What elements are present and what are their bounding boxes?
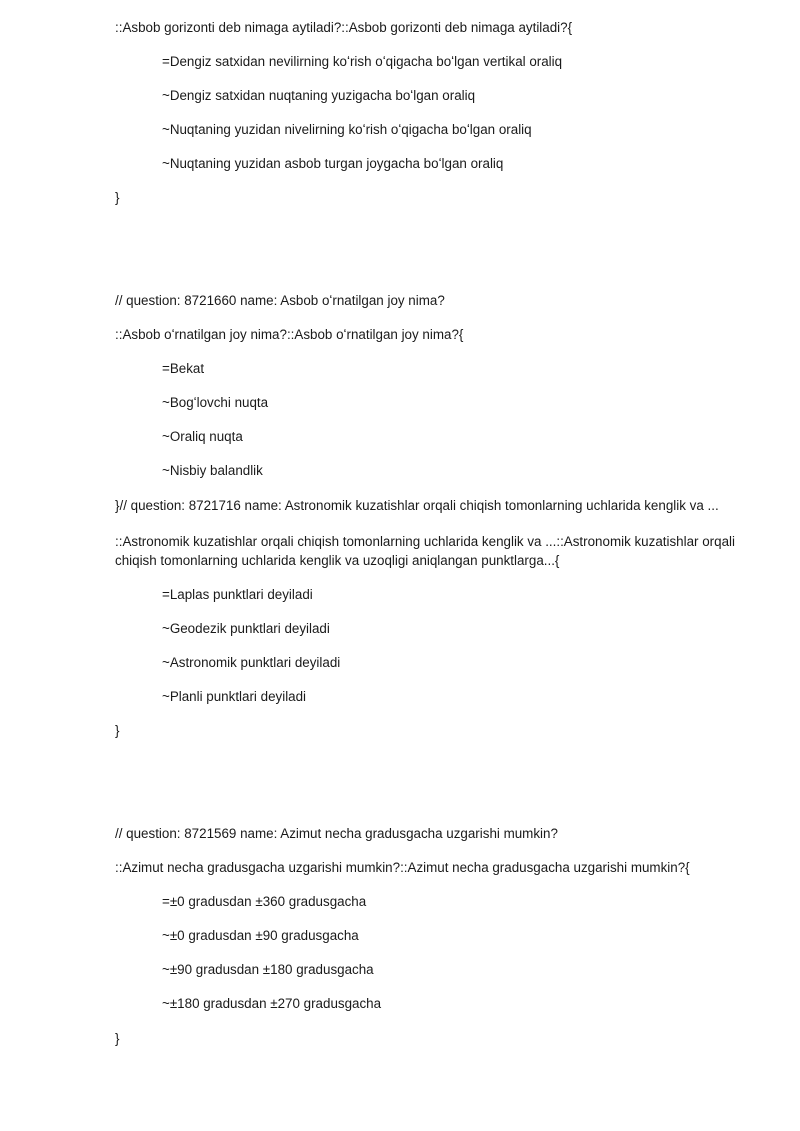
question-text: ::Asbob oʻrnatilgan joy nima?::Asbob oʻrnatilgan joy nima?{ xyxy=(115,327,464,342)
answer-correct: =Bekat xyxy=(162,361,205,376)
question-header-comment: // question: 8721660 name: Asbob oʻrnatilgan joy nima? xyxy=(115,293,445,308)
answer-option: ~±90 gradusdan ±180 gradusgacha xyxy=(162,962,374,977)
closing-brace: } xyxy=(115,1031,120,1046)
answer-correct: =Laplas punktlari deyiladi xyxy=(162,587,313,602)
question-header-comment: // question: 8721569 name: Azimut necha gradusgacha uzgarishi mumkin? xyxy=(115,826,558,841)
answer-correct: =Dengiz satxidan nevilirning koʻrish oʻqigacha boʻlgan vertikal oraliq xyxy=(162,54,563,69)
question-text: ::Astronomik kuzatishlar orqali chiqish tomonlarning uchlarida kenglik va ...::Astronomik kuzatishlar orqali chiqish tomonlarning uchlarida kenglik va uzoqligi aniqlangan punktlarga...{ xyxy=(115,534,735,568)
answer-option: ~Nuqtaning yuzidan nivelirning koʻrish oʻqigacha boʻlgan oraliq xyxy=(162,122,532,137)
answer-option: ~Astronomik punktlari deyiladi xyxy=(162,655,341,670)
answer-option: ~Nisbiy balandlik xyxy=(162,463,263,478)
answer-option: ~±0 gradusdan ±90 gradusgacha xyxy=(162,928,359,943)
closing-brace: } xyxy=(115,723,120,738)
answer-option: ~Nuqtaning yuzidan asbob turgan joygacha boʻlgan oraliq xyxy=(162,156,504,171)
answer-option: ~±180 gradusdan ±270 gradusgacha xyxy=(162,996,382,1011)
question-text: ::Asbob gorizonti deb nimaga aytiladi?::Asbob gorizonti deb nimaga aytiladi?{ xyxy=(115,20,573,35)
answer-option: ~Oraliq nuqta xyxy=(162,429,243,444)
answer-option: ~Bogʻlovchi nuqta xyxy=(162,395,269,410)
answer-option: ~Planli punktlari deyiladi xyxy=(162,689,307,704)
closing-brace-with-header: }// question: 8721716 name: Astronomik kuzatishlar orqali chiqish tomonlarning uchlarida kenglik va ... xyxy=(115,498,719,513)
answer-option: ~Dengiz satxidan nuqtaning yuzigacha boʻlgan oraliq xyxy=(162,88,476,103)
answer-option: ~Geodezik punktlari deyiladi xyxy=(162,621,330,636)
question-text: ::Azimut necha gradusgacha uzgarishi mumkin?::Azimut necha gradusgacha uzgarishi mumkin?{ xyxy=(115,860,690,875)
answer-correct: =±0 gradusdan ±360 gradusgacha xyxy=(162,894,367,909)
closing-brace: } xyxy=(115,190,120,205)
